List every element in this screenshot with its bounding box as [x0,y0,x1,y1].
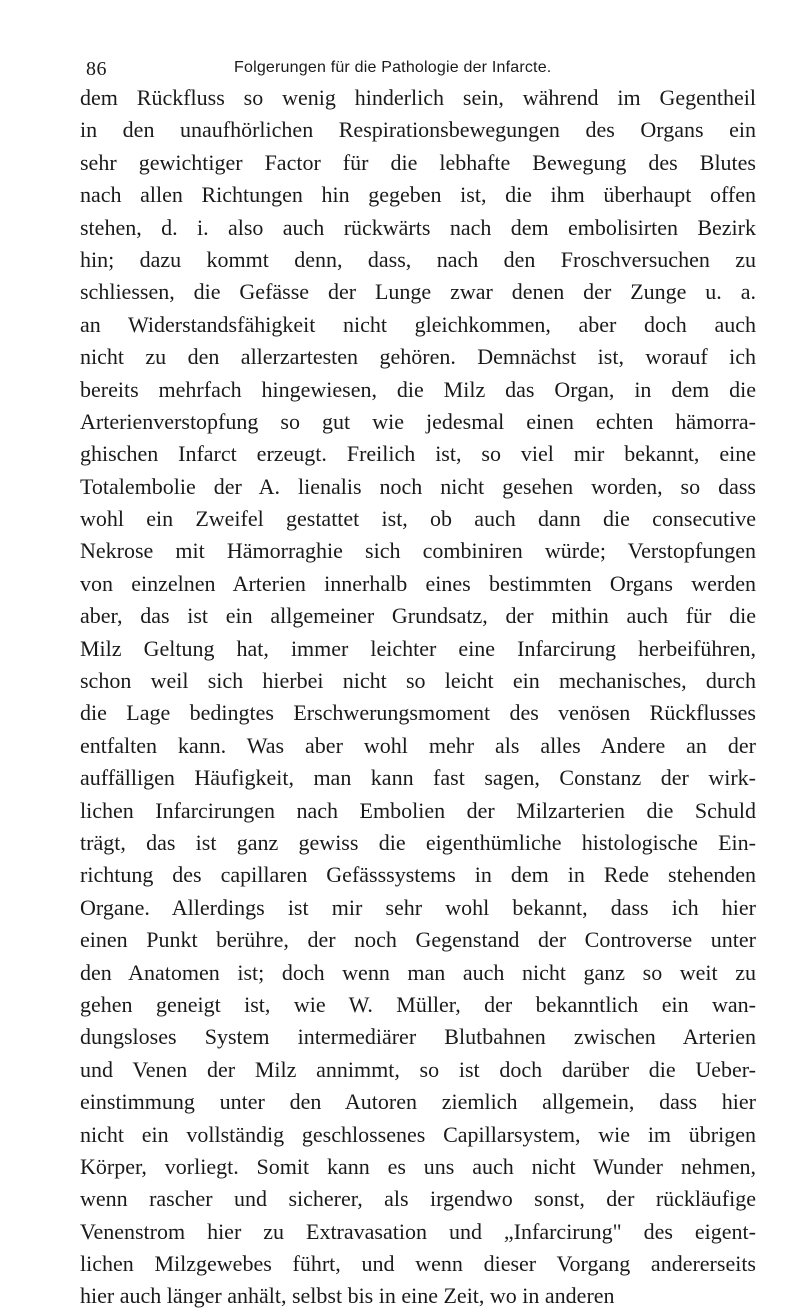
text-line: richtung des capillaren Gefässsystems in dem in Rede stehenden [80,862,756,888]
text-line: Milz Geltung hat, immer leichter eine Infarcirung herbeiführen, [80,635,756,661]
text-line: Körper, vorliegt. Somit kann es uns auch nicht Wunder nehmen, [80,1153,756,1179]
text-line: die Lage bedingtes Erschwerungsmoment des venösen Rückflusses [80,700,756,726]
text-line: hin; dazu kommt denn, dass, nach den Froschversuchen zu [80,246,756,272]
text-line: und Venen der Milz annimmt, so ist doch darüber die Ueber- [80,1056,756,1082]
text-line: hier auch länger anhält, selbst bis in eine Zeit, wo in anderen [80,1283,615,1309]
text-line: an Widerstandsfähigkeit nicht gleichkommen, aber doch auch [80,311,756,337]
text-line: in den unaufhörlichen Respirationsbewegungen des Organs ein [80,117,756,143]
text-line: einstimmung unter den Autoren ziemlich allgemein, dass hier [80,1089,756,1115]
text-line: Arterienverstopfung so gut wie jedesmal einen echten hämorra- [80,408,756,434]
text-line: nicht ein vollständig geschlossenes Capillarsystem, wie im übrigen [80,1121,756,1147]
running-title: Folgerungen für die Pathologie der Infarcte. [234,59,552,76]
text-line: Venenstrom hier zu Extravasation und „Infarcirung" des eigent- [80,1218,756,1244]
text-line: ghischen Infarct erzeugt. Freilich ist, so viel mir bekannt, eine [80,441,756,467]
running-head [86,58,776,84]
text-line: trägt, das ist ganz gewiss die eigenthümliche histologische Ein- [80,829,756,855]
text-line: wenn rascher und sicherer, als irgendwo sonst, der rückläufige [80,1186,756,1212]
text-line: lichen Infarcirungen nach Embolien der Milzarterien die Schuld [80,797,756,823]
text-line: aber, das ist ein allgemeiner Grundsatz, der mithin auch für die [80,603,756,629]
text-line: entfalten kann. Was aber wohl mehr als alles Andere an der [80,732,756,758]
text-line: den Anatomen ist; doch wenn man auch nicht ganz so weit zu [80,959,756,985]
text-line: Nekrose mit Hämorraghie sich combiniren würde; Verstopfungen [80,538,756,564]
text-line: stehen, d. i. also auch rückwärts nach dem embolisirten Bezirk [80,214,756,240]
text-line: sehr gewichtiger Factor für die lebhafte Bewegung des Blutes [80,149,756,175]
text-line: dem Rückfluss so wenig hinderlich sein, während im Gegentheil [80,85,756,110]
text-line: auffälligen Häufigkeit, man kann fast sagen, Constanz der wirk- [80,765,756,791]
text-line: lichen Milzgewebes führt, und wenn dieser Vorgang andererseits [80,1251,756,1277]
text-line: von einzelnen Arterien innerhalb eines bestimmten Organs werden [80,570,756,596]
page-number: 86 [86,58,107,80]
text-line: gehen geneigt ist, wie W. Müller, der bekanntlich ein wan- [80,991,756,1017]
text-line: schliessen, die Gefässe der Lunge zwar denen der Zunge u. a. [80,279,756,305]
text-line: wohl ein Zweifel gestattet ist, ob auch dann die consecutive [80,506,756,532]
body-text [80,82,756,1313]
text-line: Organe. Allerdings ist mir sehr wohl bekannt, dass ich hier [80,894,756,920]
text-line: dungsloses System intermediärer Blutbahnen zwischen Arterien [80,1024,756,1050]
text-line: bereits mehrfach hingewiesen, die Milz das Organ, in dem die [80,376,756,402]
text-line: Totalembolie der A. lienalis noch nicht gesehen worden, so dass [80,473,756,499]
text-line: nach allen Richtungen hin gegeben ist, die ihm überhaupt offen [80,182,756,208]
text-line: einen Punkt berühre, der noch Gegenstand der Controverse unter [80,927,756,953]
text-line: schon weil sich hierbei nicht so leicht ein mechanisches, durch [80,668,756,694]
text-line: nicht zu den allerzartesten gehören. Demnächst ist, worauf ich [80,344,756,370]
